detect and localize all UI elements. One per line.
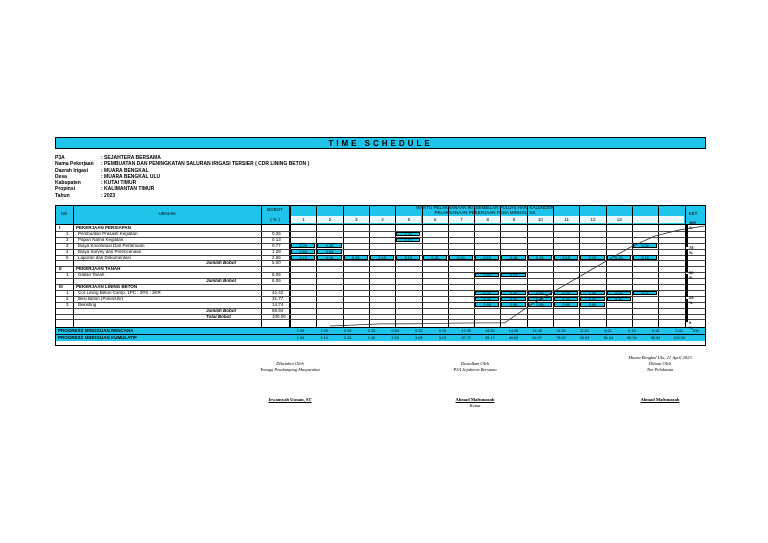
schedule-bar: 0.15: [607, 255, 631, 260]
week-header: 9: [500, 216, 526, 223]
row-bobot: 88.94: [272, 307, 284, 313]
header-waktu: WAKTU PELAKSANAAN 90 (SEMBILAN PULUH) HARI KALENDER: [416, 205, 554, 210]
week-header: 1: [290, 216, 316, 223]
info-value: : MUARA BENGKAL: [101, 167, 149, 174]
progress-value: 17.49: [461, 329, 471, 333]
progress-value: 1.05: [296, 336, 305, 340]
schedule-bar: 0.26: [291, 243, 315, 248]
s-curve-line: [330, 226, 705, 326]
mid-title: Ketua: [469, 403, 481, 408]
schedule-bar: 0.64: [317, 249, 341, 254]
week-header: 8: [474, 216, 500, 223]
row-uraian: Besi Beton (Polos/Ulir): [78, 295, 124, 301]
info-label: Tahun: [55, 192, 70, 199]
info-value: : PEMBUATAN DAN PENINGKATAN SALURAN IRIGASI TERSIER ( CDR LINING BETON ): [101, 161, 310, 168]
row-uraian: Pembuatan Prasasti Kegiatan: [78, 230, 138, 236]
progress-value: 64.07: [532, 336, 542, 340]
ket-label: 25 %: [689, 295, 694, 305]
ket-label: 50 %: [689, 270, 694, 280]
schedule-bar: 2.95: [475, 302, 499, 307]
schedule-bar: 2.95: [501, 302, 525, 307]
week-header: 3: [343, 216, 369, 223]
schedule-bar: 0.15: [501, 255, 525, 260]
row-bobot: 31.77: [272, 295, 284, 301]
row-uraian: Biaya Koordinasi Dan Pertemuan: [78, 242, 145, 248]
row-bobot: 14.74: [272, 301, 284, 307]
schedule-bar: 0.15: [396, 255, 420, 260]
left-role: Diketahui Oleh: [276, 361, 304, 366]
schedule-bar: 0.26: [396, 232, 420, 237]
row-bobot: 100.00: [272, 313, 286, 319]
info-value: : KUTAI TIMUR: [101, 180, 137, 187]
week-header: 13: [606, 216, 632, 223]
progress-value: 100.00: [673, 336, 686, 340]
schedule-bar: 5.30: [580, 297, 604, 302]
progress-value: 0.15: [438, 329, 447, 333]
progress-value: 2.25: [344, 336, 352, 340]
schedule-bar: 6.06: [554, 291, 578, 296]
progress-value: 3.08: [415, 336, 423, 340]
progress-value: 3.23: [438, 336, 447, 340]
row-bobot: 2.56: [272, 254, 281, 260]
row-no: 3: [66, 301, 69, 307]
schedule-bar: 0.15: [423, 255, 447, 260]
row-bobot: 6.06: [272, 278, 281, 284]
progress-value: 1.05: [296, 329, 305, 333]
info-label: P3A: [55, 155, 65, 161]
row-bobot: 5.00: [272, 260, 281, 266]
schedule-table: [55, 205, 706, 346]
schedule-bar: 0.15: [528, 255, 552, 260]
row-no: 1: [66, 289, 69, 295]
header-bobot: BOBOT: [267, 207, 283, 212]
progress-value: 90.03: [579, 336, 590, 340]
info-label: Daerah Irigasi: [55, 167, 89, 174]
week-header: 11: [553, 216, 579, 223]
info-label: Propinsi: [55, 186, 76, 193]
mid-name: Ahmad Maftunazah: [455, 397, 495, 402]
s-curve: [56, 206, 705, 345]
week-header: 5: [395, 216, 421, 223]
row-no: 3: [66, 242, 69, 248]
ket-bar: [685, 274, 688, 297]
row-uraian: Papan Nama Kegiatan: [78, 236, 124, 242]
row-bobot: 0.77: [272, 242, 281, 248]
schedule-bar: 0.15: [475, 255, 499, 260]
progress-rencana-row: [56, 327, 705, 334]
schedule-bar: 0.64: [291, 249, 315, 254]
progress-value: 6.21: [604, 329, 612, 333]
row-no: 4: [66, 248, 69, 254]
schedule-bar: 6.06: [501, 291, 525, 296]
signature-mid: [425, 361, 525, 409]
week-header: 7: [448, 216, 474, 223]
week-header: 12: [579, 216, 605, 223]
row-bobot: 0.13: [272, 236, 281, 242]
row-uraian: Biaya Survey dan Perencanaan: [78, 248, 142, 254]
progress-value: 11.51: [579, 329, 590, 333]
schedule-bar: 0.15: [317, 255, 341, 260]
ket-bar: [685, 249, 688, 272]
row-uraian: PEKERJAAN LINING BETON: [76, 284, 138, 289]
row-no: 5: [66, 254, 69, 260]
schedule-bar: 6.06: [528, 291, 552, 296]
progress-rencana-label: PROGRESS MINGGUAN RENCANA: [58, 328, 134, 333]
row-no: 2: [66, 295, 69, 301]
progress-value: 2.10: [320, 336, 328, 340]
progress-value: 1.05: [320, 329, 328, 333]
schedule-bar: 0.15: [633, 255, 657, 260]
row-uraian: Galian Tanah: [78, 272, 105, 278]
progress-value: 0.15: [415, 329, 423, 333]
schedule-bar: 5.30: [475, 297, 499, 302]
row-uraian: Cor Lining Beton Camp. 1PC : 2PS : 3KR: [78, 289, 161, 295]
progress-kumulatif-row: [56, 334, 705, 341]
week-header: 2: [316, 216, 342, 223]
schedule-bar: 0.26: [317, 243, 341, 248]
schedule-bar: 5.30: [528, 297, 552, 302]
schedule-bar: 5.30: [607, 297, 631, 302]
left-org: Tenaga Pendamping Masyarakat: [260, 367, 320, 372]
progress-value: 20.72: [461, 336, 471, 340]
schedule-bar: 5.30: [501, 297, 525, 302]
schedule-bar: 0.15: [370, 255, 394, 260]
info-value: : KALIMANTAN TIMUR: [101, 186, 155, 193]
progress-value: 96.24: [603, 336, 613, 340]
schedule-bar: 3.03: [501, 273, 525, 278]
signature-right: [605, 355, 715, 403]
progress-value: 2.40: [367, 336, 376, 340]
row-uraian: Bekisting: [78, 301, 97, 307]
row-uraian: Jumlah Bobot: [206, 278, 236, 284]
progress-value: 0.54: [391, 329, 399, 333]
progress-rencana-end: 100: [692, 329, 699, 333]
progress-kumulatif-label: PROGRESS MINGGUAN KUMULATIF: [58, 335, 137, 340]
progress-value: 49.62: [508, 336, 519, 340]
header-uraian: URAIAN: [158, 211, 176, 216]
schedule-bar: 6.06: [633, 291, 657, 296]
progress-value: 0.15: [367, 329, 376, 333]
project-info: [55, 155, 309, 199]
row-uraian: Jumlah Bobot: [206, 307, 236, 313]
row-no: III: [59, 284, 63, 289]
progress-value: 96.39: [627, 336, 637, 340]
row-bobot: 0.26: [272, 230, 281, 236]
row-uraian: Jumlah Bobot: [206, 260, 236, 266]
ket-label: 75 %: [689, 245, 694, 255]
schedule-bar: 0.15: [344, 255, 368, 260]
right-name: Ahmad Maftunazah: [640, 397, 680, 402]
week-header: 6: [422, 216, 448, 223]
info-label: Nama Pekerjaan: [55, 161, 94, 168]
row-bobot: 1.28: [272, 248, 281, 254]
header-bobot-unit: ( % ): [270, 217, 280, 222]
mid-org: P3A Sejahtera Bersama: [453, 367, 497, 372]
schedule-bar: 6.06: [580, 291, 604, 296]
row-uraian: Total Bobot: [206, 313, 231, 319]
week-header: 4: [369, 216, 395, 223]
schedule-bar: 3.03: [475, 273, 499, 278]
ket-bar: [685, 224, 688, 247]
schedule-sheet: [55, 137, 706, 408]
progress-value: 14.45: [532, 329, 542, 333]
schedule-bar: 0.15: [580, 255, 604, 260]
row-uraian: Laporan dan Dokumentasi: [78, 254, 131, 260]
progress-value: 14.45: [556, 329, 566, 333]
schedule-bar: 2.95: [528, 302, 552, 307]
schedule-bar: 2.95: [554, 302, 578, 307]
row-no: 2: [66, 236, 69, 242]
progress-value: 14.45: [485, 329, 495, 333]
progress-value: 0.41: [675, 329, 683, 333]
progress-value: 78.52: [556, 336, 566, 340]
row-no: II: [59, 266, 62, 272]
row-bobot: 6.06: [272, 272, 281, 278]
info-value: : MUARA BENGKAL ULU: [101, 173, 161, 180]
progress-value: 0.15: [628, 329, 636, 333]
row-no: I: [59, 225, 61, 230]
schedule-title: TIME SCHEDULE: [55, 137, 706, 149]
right-role: Dibuat Oleh: [648, 361, 672, 366]
progress-value: 14.45: [508, 329, 519, 333]
right-org: Tim Pelaksana: [646, 367, 674, 372]
progress-value: 0.15: [344, 329, 352, 333]
row-no: 1: [66, 230, 69, 236]
info-value: : SEJAHTERA BERSAMA: [101, 155, 161, 161]
ket-label: 100 %: [689, 220, 696, 230]
mid-role: Diusulkan Oleh: [460, 361, 490, 366]
row-uraian: PEKERJAAN TANAH: [76, 266, 121, 272]
header-ket: KET: [688, 211, 698, 216]
week-header: 10: [527, 216, 553, 223]
info-label: Kabupaten: [55, 180, 81, 187]
schedule-bar: 0.13: [396, 238, 420, 243]
header-no: NO: [60, 211, 68, 216]
progress-value: 96.54: [650, 336, 661, 340]
row-no: 1: [66, 272, 69, 278]
schedule-bar: 6.06: [475, 291, 499, 296]
ket-label: 0 %: [689, 320, 693, 330]
schedule-bar: 0.26: [633, 243, 657, 248]
left-name: Irwansyah Usman, ST: [268, 397, 312, 402]
row-bobot: 42.42: [272, 289, 284, 295]
row-uraian: PEKERJAAN PERSIAPAN: [76, 225, 131, 230]
schedule-bar: 0.15: [449, 255, 473, 260]
schedule-bar: 6.06: [607, 291, 631, 296]
progress-value: 2.93: [391, 336, 399, 340]
schedule-bar: 5.30: [554, 297, 578, 302]
progress-value: 0.15: [651, 329, 660, 333]
signature-left: [240, 361, 340, 403]
info-value: : 2023: [101, 192, 116, 199]
info-label: Desa: [55, 173, 67, 180]
progress-value: 35.17: [485, 336, 495, 340]
info-row: [55, 193, 309, 199]
schedule-bar: 0.15: [291, 255, 315, 260]
sign-date: Muara Bengkal Ulu, 21 April 2023: [628, 355, 692, 360]
schedule-bar: 0.15: [554, 255, 578, 260]
header-pelaksanaan: PELAKSANAAN PEKERJAAN PADA MINGGU KE: [434, 210, 536, 215]
schedule-bar: 2.95: [580, 302, 604, 307]
ket-bar: [685, 299, 688, 322]
